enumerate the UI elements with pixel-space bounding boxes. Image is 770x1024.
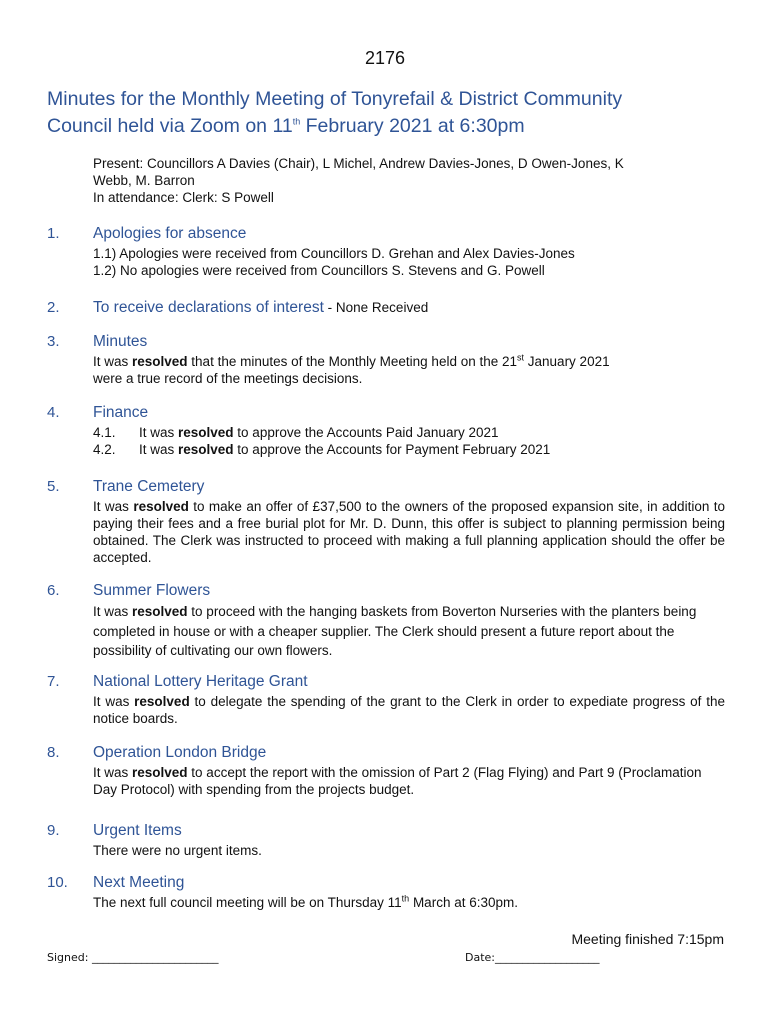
section-number: 9. — [47, 822, 60, 839]
section-number: 5. — [47, 478, 60, 495]
section-body — [93, 424, 725, 458]
section-body: It was resolved to proceed with the hanging baskets from Boverton Nurseries with the planters being completed in house or with a cheaper supplier. The Clerk should present a future report about the possibility of cultivating our own flowers. — [93, 604, 697, 658]
section-body: It was resolved to make an offer of £37,500 to the owners of the proposed expansion site, in addition to paying their fees and a free burial plot for Mr. D. Dunn, this offer is subject to planning permission being obtained. The Clerk was instructed to proceed with making a full planning application should the offer be accepted. — [93, 499, 725, 565]
signature-line: Signed: _______________________ — [47, 951, 219, 964]
section-body: It was resolved to accept the report with the omission of Part 2 (Flag Flying) and Part 9 (Proclamation Day Protocol) with spending from the projects budget. — [93, 765, 702, 797]
meeting-finished-time: Meeting finished 7:15pm — [571, 931, 724, 947]
apologies-received: 1.1) Apologies were received from Councillors D. Grehan and Alex Davies-Jones — [93, 246, 575, 261]
section-number: 4. — [47, 404, 60, 421]
section-number: 2. — [47, 299, 60, 316]
date-line: Date:___________________ — [465, 951, 600, 964]
apologies-not-received: 1.2) No apologies were received from Councillors S. Stevens and G. Powell — [93, 263, 545, 278]
section-number: 1. — [47, 225, 60, 242]
section-body — [93, 245, 725, 279]
section-number: 8. — [47, 744, 60, 761]
attendance-block — [93, 155, 733, 206]
title-line-2: Council held via Zoom on 11th February 2021 at 6:30pm — [47, 115, 525, 137]
finance-item: 4.1. It was resolved to approve the Accounts Paid January 2021 — [93, 425, 499, 440]
page-number: 2176 — [364, 48, 406, 68]
section-number: 3. — [47, 333, 60, 350]
present-line-2: Webb, M. Barron — [93, 173, 195, 188]
section-heading: Apologies for absence — [93, 225, 247, 242]
section-heading: To receive declarations of interest - None Received — [93, 299, 429, 316]
section-heading: Finance — [93, 404, 149, 421]
section-number: 7. — [47, 673, 60, 690]
present-line-1: Present: Councillors A Davies (Chair), L Michel, Andrew Davies-Jones, D Owen-Jones, K — [93, 156, 624, 171]
section-heading: Urgent Items — [93, 822, 182, 839]
section-body: It was resolved that the minutes of the Monthly Meeting held on the 21st January 2021 were a true record of the meetings decisions. — [93, 352, 610, 386]
declarations-result: - None Received — [323, 300, 429, 315]
page-title — [47, 86, 727, 140]
section-heading: Next Meeting — [93, 874, 185, 891]
section-body: There were no urgent items. — [93, 843, 262, 858]
finance-item: 4.2. It was resolved to approve the Accounts for Payment February 2021 — [93, 442, 551, 457]
section-number: 6. — [47, 582, 60, 599]
section-body: It was resolved to delegate the spending of the grant to the Clerk in order to expediate progress of the notice boards. — [93, 694, 725, 726]
title-line-1: Minutes for the Monthly Meeting of Tonyrefail & District Community — [47, 88, 623, 110]
section-heading: Operation London Bridge — [93, 744, 267, 761]
section-heading: Summer Flowers — [93, 582, 211, 599]
section-body: The next full council meeting will be on Thursday 11th March at 6:30pm. — [93, 893, 518, 910]
section-heading: Trane Cemetery — [93, 478, 205, 495]
section-number: 10. — [47, 874, 68, 891]
section-heading: Minutes — [93, 333, 148, 350]
attendance-line: In attendance: Clerk: S Powell — [93, 190, 274, 205]
section-heading: National Lottery Heritage Grant — [93, 673, 308, 690]
